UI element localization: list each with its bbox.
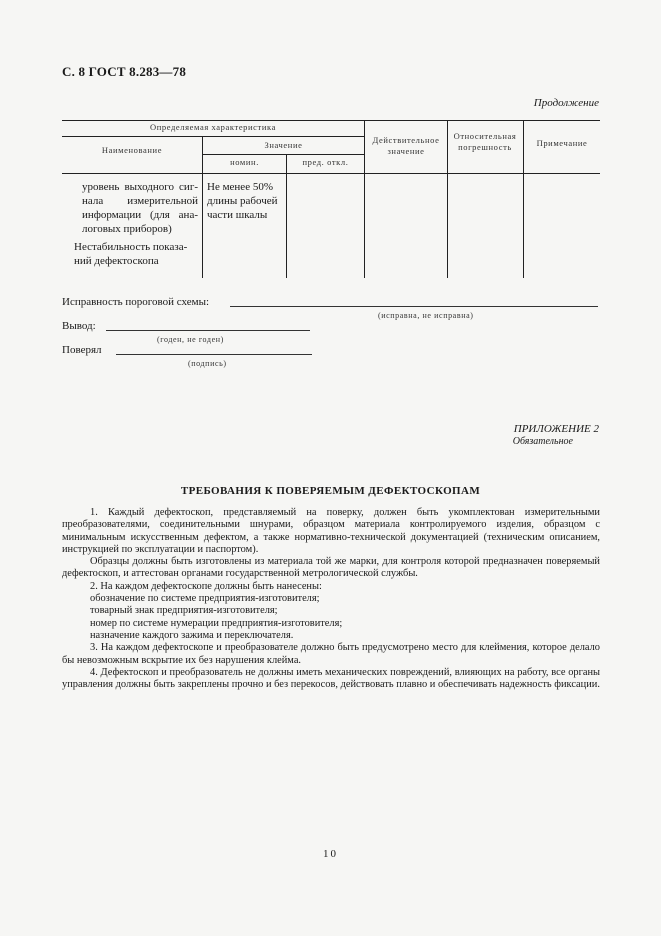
paragraph-2: Образцы должны быть изготовлены из материала той же марки, для контроля которой предназначен поверяемый дефектоскоп, и аттестован органами государственной метрологической службы. — [62, 556, 600, 580]
threshold-hint: (исправна, не исправна) — [378, 311, 474, 320]
row1-name: уровень выходного сиг- нала измерительной информации (для ана- логовых приборов) — [82, 181, 198, 235]
characteristics-table — [62, 120, 600, 278]
col-actual-header: Действительное значение — [372, 135, 440, 156]
paragraph-3: 2. На каждом дефектоскопе должны быть нанесены: — [90, 580, 322, 592]
verifier-line — [116, 354, 312, 355]
col-pred-header: пред. откл. — [302, 157, 349, 167]
row1-nomin: Не менее 50% длины рабочей части шкалы — [207, 181, 278, 221]
row2-name: Нестабильность показа- ний дефектоскопа — [74, 241, 188, 267]
conclusion-hint: (годен, не годен) — [157, 335, 224, 344]
col-nomin-header: номин. — [230, 157, 259, 167]
continuation-label: Продолжение — [533, 97, 599, 109]
section-body — [62, 507, 600, 691]
conclusion-line — [106, 330, 310, 331]
paragraph-5: 4. Дефектоскоп и преобразователь не должны иметь механических повреждений, влияющих на работу, все органы управления должны быть закреплены прочно и без перекосов, действовать плавно и обеспечивать надежность фиксации. — [62, 666, 600, 691]
appendix-label: ПРИЛОЖЕНИЕ 2 — [513, 423, 599, 435]
appendix-status: Обязательное — [512, 436, 573, 447]
section-title: ТРЕБОВАНИЯ К ПОВЕРЯЕМЫМ ДЕФЕКТОСКОПАМ — [180, 485, 481, 497]
verifier-hint: (подпись) — [188, 359, 227, 368]
paragraph-4: 3. На каждом дефектоскопе и преобразователе должно быть предусмотрено место для клеймения, которое делало бы невозможным вскрытие их без нарушения клейма. — [62, 642, 600, 666]
col-note-header: Примечание — [536, 138, 588, 148]
list-item-1: обозначение по системе предприятия-изготовителя; — [90, 593, 320, 605]
list-item-4: назначение каждого зажима и переключателя. — [90, 629, 294, 641]
page-header: С. 8 ГОСТ 8.283—78 — [62, 64, 187, 79]
list-item-3: номер по системе нумерации предприятия-изготовителя; — [90, 617, 343, 629]
threshold-line — [230, 306, 598, 307]
col-value-header: Значение — [264, 140, 303, 150]
col-name-header: Наименование — [101, 145, 163, 155]
paragraph-1: 1. Каждый дефектоскоп, представляемый на поверку, должен быть укомплектован измерительными преобразователями, соединительными шнурами, образцом материала контролируемого изделия, образцом с минимальным искусственным дефектом, а также нормативно-технической документацией (техническим описанием, инструкцией по эксплуатации и паспортом). — [62, 507, 600, 555]
list-item-2: товарный знак предприятия-изготовителя; — [90, 605, 278, 617]
threshold-label: Исправность пороговой схемы: — [62, 296, 210, 308]
group-header: Определяемая характеристика — [150, 122, 276, 132]
conclusion-label: Вывод: — [62, 320, 96, 332]
col-rel-error-header: Относительная погрешность — [453, 131, 517, 152]
page-number: 10 — [323, 848, 338, 860]
verifier-label: Поверял — [62, 344, 102, 356]
